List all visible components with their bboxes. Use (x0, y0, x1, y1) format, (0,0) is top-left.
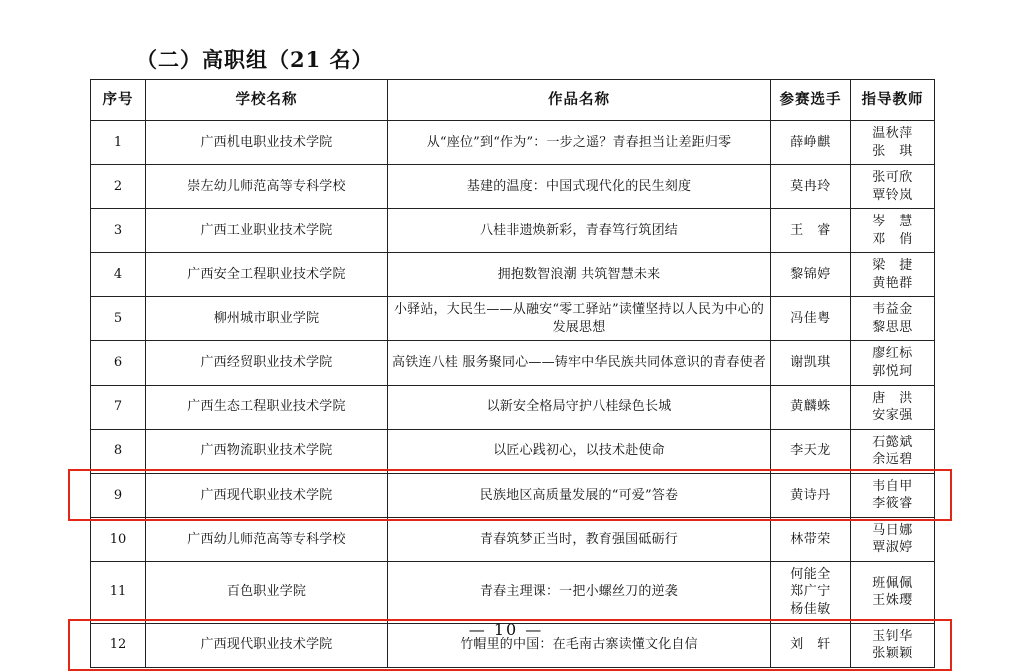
roster-table-container (90, 79, 934, 668)
teacher-name: 郭悦珂 (872, 364, 913, 380)
table-row (91, 297, 935, 341)
student-name: 黄诗丹 (790, 487, 831, 503)
table-row (91, 385, 935, 429)
cell-students (771, 253, 851, 297)
student-name: 莫冉玲 (790, 178, 831, 194)
student-name: 林带荣 (790, 531, 831, 547)
cell-work-title: 基建的温度：中国式现代化的民生刻度 (388, 165, 771, 209)
teacher-name: 覃铃岚 (872, 187, 913, 203)
cell-work-title: 以新安全格局守护八桂绿色长城 (388, 385, 771, 429)
cell-teachers (851, 473, 935, 517)
table-row (91, 253, 935, 297)
teacher-name: 黎思思 (872, 319, 913, 335)
cell-teachers (851, 297, 935, 341)
cell-students (771, 121, 851, 165)
cell-teachers (851, 121, 935, 165)
table-row (91, 517, 935, 561)
student-name: 王 睿 (790, 222, 831, 238)
cell-work-title: 以匠心践初心，以技术赴使命 (388, 429, 771, 473)
page-title: （二）高职组（21 名） (136, 47, 374, 72)
student-name: 刘 轩 (790, 637, 831, 653)
teacher-name: 张颖颖 (872, 646, 913, 662)
teacher-name: 石懿斌 (872, 434, 913, 450)
cell-index: 1 (91, 121, 146, 165)
student-name: 何能全 (790, 566, 831, 582)
cell-students (771, 165, 851, 209)
table-row (91, 341, 935, 385)
teacher-name: 李筱睿 (872, 496, 913, 512)
cell-students (771, 297, 851, 341)
teacher-name: 覃淑婷 (872, 540, 913, 556)
cell-students (771, 385, 851, 429)
table-header-row (91, 80, 935, 121)
cell-index: 5 (91, 297, 146, 341)
student-name: 黎锦婷 (790, 267, 831, 283)
cell-index: 10 (91, 517, 146, 561)
teacher-name: 玉钊华 (872, 628, 913, 644)
cell-work-title: 小驿站，大民生——从融安“零工驿站”读懂坚持以人民为中心的发展思想 (388, 297, 771, 341)
column-header-index: 序号 (91, 80, 146, 121)
cell-school: 广西工业职业技术学院 (146, 209, 388, 253)
table-row (91, 473, 935, 517)
cell-school: 广西物流职业技术学院 (146, 429, 388, 473)
cell-school: 广西现代职业技术学院 (146, 623, 388, 667)
cell-index: 11 (91, 561, 146, 623)
teacher-name: 韦益金 (872, 302, 913, 318)
cell-students (771, 561, 851, 623)
cell-school: 广西机电职业技术学院 (146, 121, 388, 165)
column-header-student: 参赛选手 (771, 80, 851, 121)
teacher-name: 邓 俏 (872, 231, 913, 247)
cell-index: 9 (91, 473, 146, 517)
cell-teachers (851, 385, 935, 429)
cell-index: 8 (91, 429, 146, 473)
teacher-name: 王姝璎 (872, 593, 913, 609)
cell-teachers (851, 429, 935, 473)
cell-index: 7 (91, 385, 146, 429)
cell-teachers (851, 341, 935, 385)
column-header-work: 作品名称 (388, 80, 771, 121)
cell-work-title: 竹帽里的中国：在毛南古寨读懂文化自信 (388, 623, 771, 667)
table-row (91, 121, 935, 165)
cell-school: 柳州城市职业学院 (146, 297, 388, 341)
student-name: 黄麟蛛 (790, 399, 831, 415)
teacher-name: 余远碧 (872, 452, 913, 468)
cell-students (771, 517, 851, 561)
cell-work-title: 民族地区高质量发展的“可爱”答卷 (388, 473, 771, 517)
teacher-name: 张 琪 (872, 143, 913, 159)
cell-teachers (851, 561, 935, 623)
teacher-name: 温秋萍 (872, 126, 913, 141)
cell-school: 广西安全工程职业技术学院 (146, 253, 388, 297)
cell-students (771, 209, 851, 253)
cell-work-title: 拥抱数智浪潮 共筑智慧未来 (388, 253, 771, 297)
student-name: 谢凯琪 (790, 355, 831, 371)
page-number: — 10 — (468, 620, 544, 639)
roster-table-body (91, 121, 935, 668)
roster-table (90, 79, 935, 668)
cell-work-title: 八桂非遗焕新彩，青春笃行筑团结 (388, 209, 771, 253)
table-row (91, 561, 935, 623)
cell-index: 3 (91, 209, 146, 253)
cell-students (771, 429, 851, 473)
column-header-school: 学校名称 (146, 80, 388, 121)
cell-index: 2 (91, 165, 146, 209)
cell-school: 百色职业学院 (146, 561, 388, 623)
teacher-name: 韦自甲 (872, 478, 913, 494)
teacher-name: 张可欣 (872, 170, 913, 186)
column-header-teacher: 指导教师 (851, 80, 935, 121)
teacher-name: 马日娜 (872, 522, 913, 538)
cell-work-title: 从“座位”到“作为”：一步之遥？青春担当让差距归零 (388, 121, 771, 165)
cell-teachers (851, 253, 935, 297)
student-name: 李天龙 (790, 443, 831, 459)
cell-index: 6 (91, 341, 146, 385)
teacher-name: 班佩佩 (872, 575, 913, 591)
cell-school: 崇左幼儿师范高等专科学校 (146, 165, 388, 209)
student-name: 薛峥麒 (790, 134, 831, 150)
cell-work-title: 青春筑梦正当时，教育强国砥砺行 (388, 517, 771, 561)
teacher-name: 岑 慧 (872, 214, 913, 230)
cell-school: 广西生态工程职业技术学院 (146, 385, 388, 429)
cell-school: 广西经贸职业技术学院 (146, 341, 388, 385)
teacher-name: 安家强 (872, 408, 913, 424)
teacher-name: 梁 捷 (872, 258, 913, 274)
teacher-name: 黄艳群 (872, 275, 913, 291)
table-row (91, 429, 935, 473)
cell-teachers (851, 165, 935, 209)
table-row (91, 165, 935, 209)
cell-school: 广西幼儿师范高等专科学校 (146, 517, 388, 561)
teacher-name: 廖红标 (872, 346, 913, 362)
cell-teachers (851, 517, 935, 561)
table-row (91, 209, 935, 253)
cell-school: 广西现代职业技术学院 (146, 473, 388, 517)
cell-index: 4 (91, 253, 146, 297)
cell-teachers (851, 209, 935, 253)
cell-students (771, 473, 851, 517)
cell-index: 12 (91, 623, 146, 667)
cell-work-title: 青春主理课：一把小螺丝刀的逆袭 (388, 561, 771, 623)
teacher-name: 唐 洪 (872, 390, 913, 406)
cell-students (771, 341, 851, 385)
cell-work-title: 高铁连八桂 服务聚同心——铸牢中华民族共同体意识的青春使者 (388, 341, 771, 385)
student-name: 郑广宁 (790, 584, 831, 600)
student-name: 杨佳敏 (790, 602, 831, 618)
student-name: 冯佳粤 (790, 311, 831, 327)
